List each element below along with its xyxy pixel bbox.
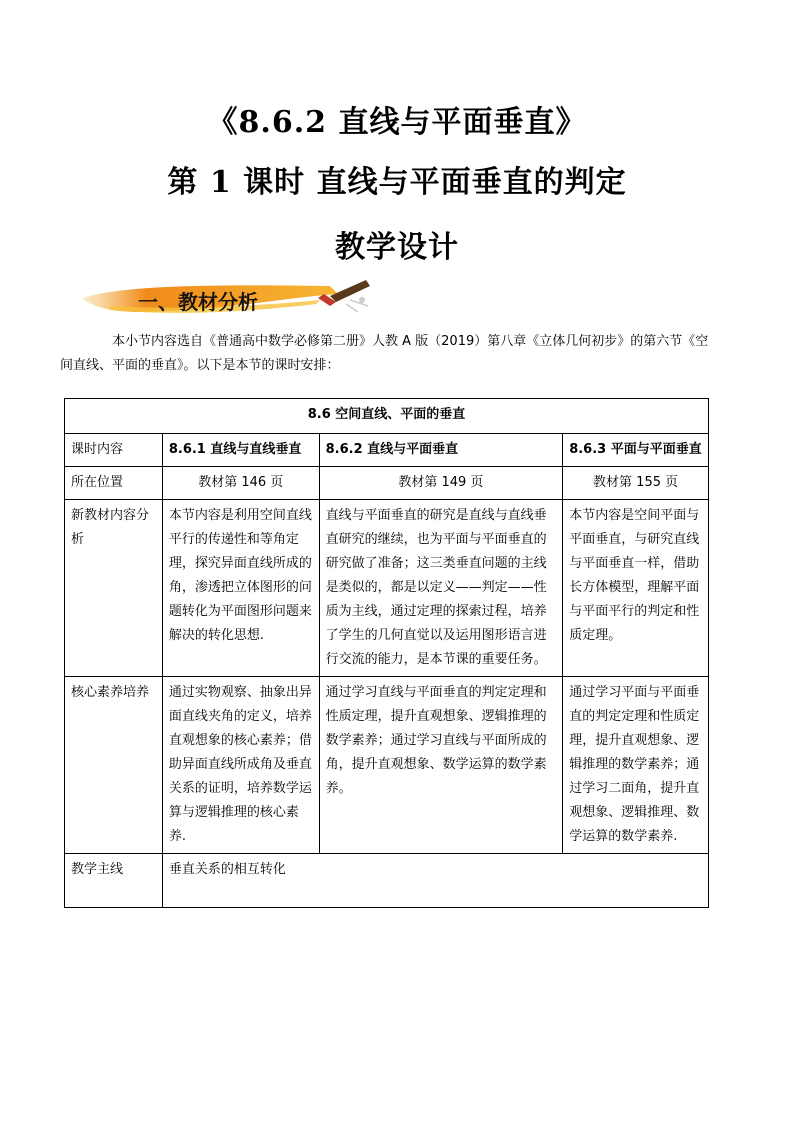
row-label-location: 所在位置 [65, 467, 163, 500]
location-2-cell: 教材第 149 页 [319, 467, 563, 500]
intro-paragraph [60, 330, 716, 378]
lesson-3-cell: 8.6.3 平面与平面垂直 [563, 434, 709, 467]
table-row [65, 854, 709, 908]
lesson-1-cell: 8.6.1 直线与直线垂直 [162, 434, 319, 467]
table-row [65, 467, 709, 500]
location-3-cell: 教材第 155 页 [563, 467, 709, 500]
analysis-3-cell: 本节内容是空间平面与平面垂直，与研究直线与平面垂直一样，借助长方体模型，理解平面与平面平行的判定和性质定理。 [563, 500, 709, 677]
table-row [65, 677, 709, 854]
paintbrush-icon [318, 280, 370, 312]
row-label-literacy: 核心素养培养 [65, 677, 163, 854]
intro-line-2: 间直线、平面的垂直》。以下是本节的课时安排： [60, 358, 340, 373]
literacy-2-cell: 通过学习直线与平面垂直的判定定理和性质定理，提升直观想象、逻辑推理的数学素养；通过学习直线与平面所成的角，提升直观想象、数学运算的数学素养。 [319, 677, 563, 854]
lesson-subtitle: 第 1 课时 直线与平面垂直的判定 [167, 165, 627, 200]
document-title: 《8.6.2 直线与平面垂直》 [207, 105, 587, 140]
section-banner [80, 276, 380, 322]
row-label-content: 课时内容 [65, 434, 163, 467]
row-label-analysis: 新教材内容分析 [65, 500, 163, 677]
table-row [65, 434, 709, 467]
analysis-2-cell: 直线与平面垂直的研究是直线与直线垂直研究的继续，也为平面与平面垂直的研究做了准备；这三类垂直问题的主线是类似的，都是以定义——判定——性质为主线，通过定理的探索过程，培养了学生的几何直觉以及运用图形语言进行交流的能力，是本节课的重要任务。 [319, 500, 563, 677]
table-caption-row [65, 399, 709, 434]
lesson-schedule-table [64, 398, 709, 908]
table-caption: 8.6 空间直线、平面的垂直 [65, 399, 709, 434]
mainline-cell: 垂直关系的相互转化 [162, 854, 708, 908]
intro-line-1: 本小节内容选自《普通高中数学必修第二册》人教 A 版（2019）第八章《立体几何初步》的第六节《空 [112, 334, 709, 349]
section-heading: 一、教材分析 [138, 290, 258, 314]
location-1-cell: 教材第 146 页 [162, 467, 319, 500]
design-subtitle: 教学设计 [335, 230, 459, 265]
literacy-1-cell: 通过实物观察、抽象出异面直线夹角的定义，培养直观想象的核心素养；借助异面直线所成角及垂直关系的证明，培养数学运算与逻辑推理的核心素养. [162, 677, 319, 854]
row-label-mainline: 教学主线 [65, 854, 163, 908]
lesson-2-cell: 8.6.2 直线与平面垂直 [319, 434, 563, 467]
analysis-1-cell: 本节内容是利用空间直线平行的传递性和等角定理，探究异面直线所成的角，渗透把立体图形的问题转化为平面图形问题来解决的转化思想. [162, 500, 319, 677]
literacy-3-cell: 通过学习平面与平面垂直的判定定理和性质定理，提升直观想象、逻辑推理的数学素养；通过学习二面角，提升直观想象、逻辑推理、数学运算的数学素养. [563, 677, 709, 854]
table-row [65, 500, 709, 677]
